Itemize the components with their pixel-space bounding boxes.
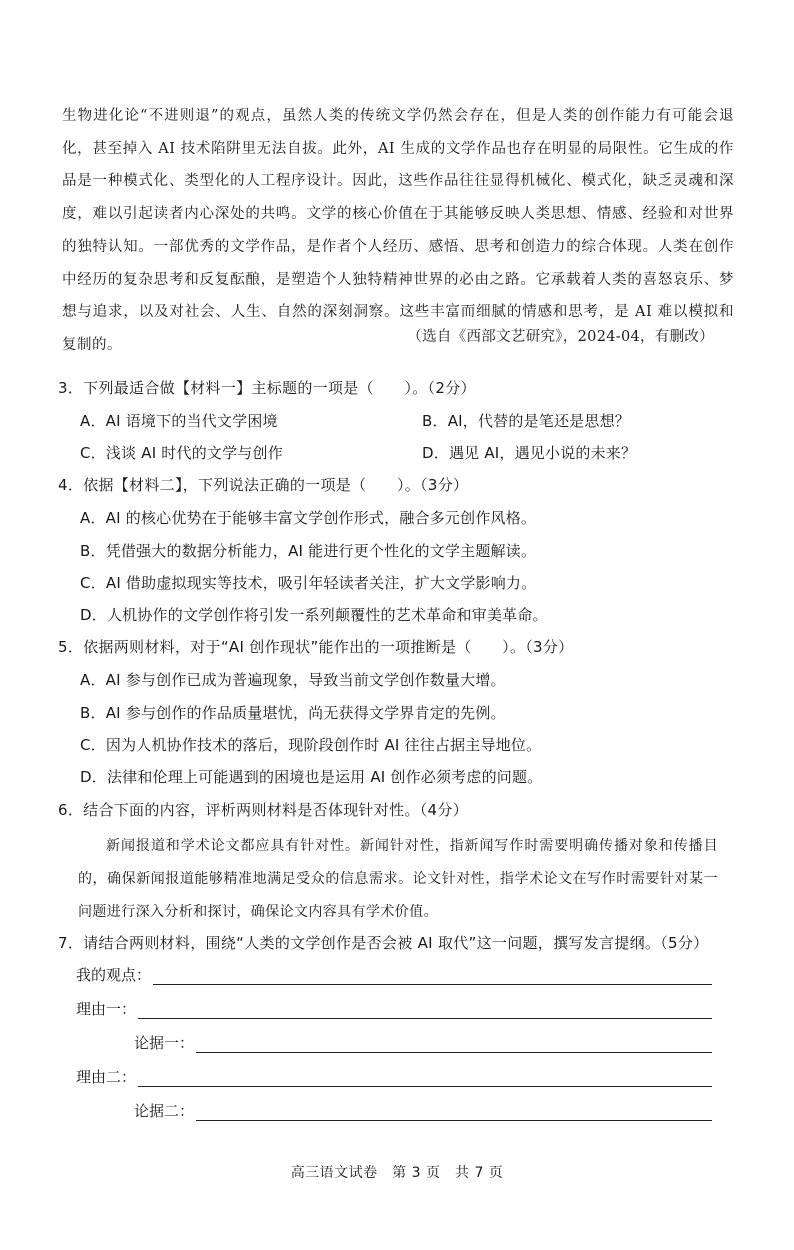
reason-2-row [76, 1066, 712, 1087]
question-3-option-b[interactable]: B．AI，代替的是笔还是思想？ [422, 412, 630, 430]
question-5-stem: 5．依据两则材料，对于“AI 创作现状”能作出的一项推断是（ ）。（3分） [58, 638, 574, 656]
evidence-2-answer-line[interactable] [196, 1119, 712, 1121]
question-5-option-d[interactable]: D．法律和伦理上可能遇到的困境也是运用 AI 创作必须考虑的问题。 [80, 768, 543, 786]
question-3-stem: 3．下列最适合做【材料一】主标题的一项是（ ）。（2分） [58, 379, 476, 397]
question-3-option-c[interactable]: C．浅谈 AI 时代的文学与创作 [80, 444, 283, 462]
page-footer: 高三语文试卷 第 3 页 共 7 页 [290, 1165, 504, 1181]
evidence-1-label: 论据一： [134, 1034, 195, 1052]
reason-2-answer-line[interactable] [138, 1085, 712, 1087]
viewpoint-answer-line[interactable] [153, 983, 712, 985]
question-4-option-c[interactable]: C．AI 借助虚拟现实等技术，吸引年轻读者关注，扩大文学影响力。 [80, 574, 537, 592]
evidence-2-label: 论据二： [134, 1102, 195, 1120]
question-4-stem: 4．依据【材料二】，下列说法正确的一项是（ ）。（3分） [58, 476, 469, 494]
viewpoint-row [76, 964, 712, 985]
question-6-stem: 6．结合下面的内容，评析两则材料是否体现针对性。（4分） [58, 801, 468, 819]
question-7-stem: 7．请结合两则材料，围绕“人类的文学创作是否会被 AI 取代”这一问题，撰写发言提纲。（5分） [58, 934, 709, 952]
reason-2-label: 理由二： [76, 1068, 137, 1086]
viewpoint-label: 我的观点： [76, 966, 152, 984]
question-6-material [78, 830, 718, 929]
evidence-2-row [134, 1100, 712, 1121]
question-5-option-b[interactable]: B．AI 参与创作的作品质量堪忧，尚无获得文学界肯定的先例。 [80, 704, 506, 722]
question-6-material-text: 新闻报道和学术论文都应具有针对性。新闻针对性，指新闻写作时需要明确传播对象和传播目的，确保新闻报道能够精准地满足受众的信息需求。论文针对性，指学术论文在写作时需要针对某一问题进行深入分析和探讨，确保论文内容具有学术价值。 [78, 838, 718, 920]
question-3-option-a[interactable]: A．AI 语境下的当代文学困境 [80, 412, 278, 430]
reading-passage [62, 100, 734, 362]
reason-1-row [76, 998, 712, 1019]
passage-source: （选自《西部文艺研究》，2024-04，有删改） [407, 329, 714, 345]
passage-paragraph: 生物进化论“不进则退”的观点，虽然人类的传统文学仍然会存在，但是人类的创作能力有可能会退化，甚至掉入 AI 技术陷阱里无法自拔。此外，AI 生成的文学作品也存在明显的局限性。它生成的作品是一种模式化、类型化的人工程序设计。因此，这些作品往往显得机械化、模式化，缺乏灵魂和深度，难以引起读者内心深处的共鸣。文学的核心价值在于其能够反映人类思想、情感、经验和对世界的独特认知。一部优秀的文学作品，是作者个人经历、感悟、思考和创造力的综合体现。人类在创作中经历的复杂思考和反复酝酿，是塑造个人独特精神世界的必由之路。它承载着人类的喜怒哀乐、梦想与追求，以及对社会、人生、自然的深刻洞察。这些丰富而细腻的情感和思考，是 AI 难以模拟和复制的。 [62, 108, 734, 353]
evidence-1-row [134, 1032, 712, 1053]
reason-1-label: 理由一： [76, 1000, 137, 1018]
question-5-option-a[interactable]: A．AI 参与创作已成为普遍现象，导致当前文学创作数量大增。 [80, 671, 506, 689]
question-5-option-c[interactable]: C．因为人机协作技术的落后，现阶段创作时 AI 往往占据主导地位。 [80, 736, 542, 754]
question-4-option-b[interactable]: B．凭借强大的数据分析能力，AI 能进行更个性化的文学主题解读。 [80, 542, 537, 560]
question-4-option-a[interactable]: A．AI 的核心优势在于能够丰富文学创作形式，融合多元创作风格。 [80, 509, 537, 527]
question-4-option-d[interactable]: D．人机协作的文学创作将引发一系列颠覆性的艺术革命和审美革命。 [80, 606, 548, 624]
evidence-1-answer-line[interactable] [196, 1051, 712, 1053]
question-3-option-d[interactable]: D．遇见 AI，遇见小说的未来？ [422, 444, 637, 462]
reason-1-answer-line[interactable] [138, 1017, 712, 1019]
